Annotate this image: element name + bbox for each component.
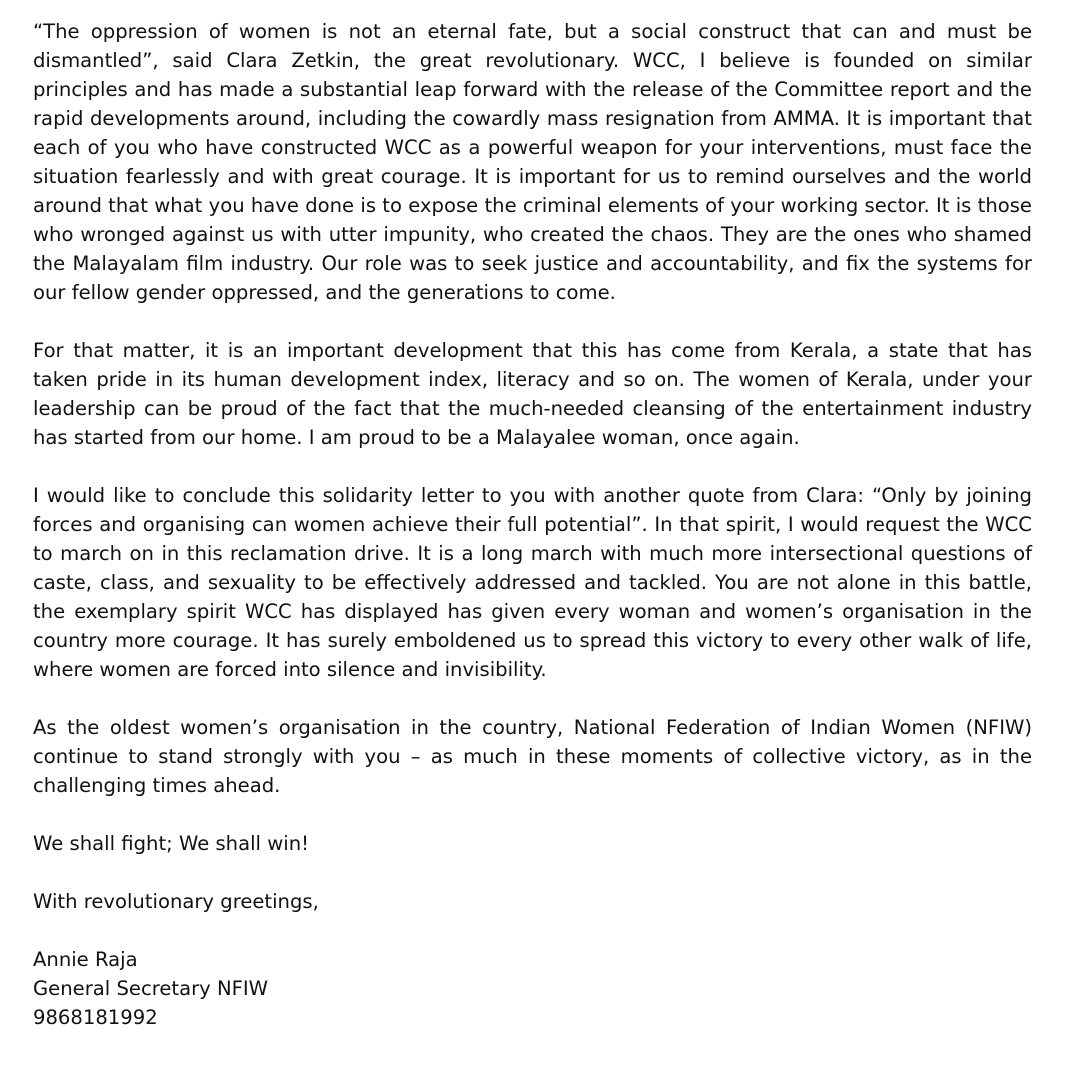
paragraph-gap xyxy=(33,858,1032,887)
paragraph-4: As the oldest women’s organisation in the country, National Federation of Indian Women (NFIW) continue to stand strongly with you – as much in these moments of collective victory, as in the challenging times ahead. xyxy=(33,716,1032,797)
paragraph-gap xyxy=(33,800,1032,829)
letter-body xyxy=(33,17,1032,1032)
paragraph-gap xyxy=(33,452,1032,481)
signatory-title: General Secretary NFIW xyxy=(33,977,269,1000)
paragraph-gap xyxy=(33,684,1032,713)
signatory-phone: 9868181992 xyxy=(33,1006,158,1029)
slogan: We shall fight; We shall win! xyxy=(33,832,309,855)
paragraph-2: For that matter, it is an important development that this has come from Kerala, a state that has taken pride in its human development index, literacy and so on. The women of Kerala, under your leadership can be proud of the fact that the much-needed cleansing of the entertainment industry has started from our home. I am proud to be a Malayalee woman, once again. xyxy=(33,339,1032,449)
paragraph-gap xyxy=(33,307,1032,336)
paragraph-1: “The oppression of women is not an eternal fate, but a social construct that can and must be dismantled”, said Clara Zetkin, the great revolutionary. WCC, I believe is founded on similar principles and has made a substantial leap forward with the release of the Committee report and the rapid developments around, including the cowardly mass resignation from AMMA. It is important that each of you who have constructed WCC as a powerful weapon for your interventions, must face the situation fearlessly and with great courage. It is important for us to remind ourselves and the world around that what you have done is to expose the criminal elements of your working sector. It is those who wronged against us with utter impunity, who created the chaos. They are the ones who shamed the Malayalam film industry. Our role was to seek justice and accountability, and fix the systems for our fellow gender oppressed, and the generations to come. xyxy=(33,20,1032,304)
signatory-name: Annie Raja xyxy=(33,948,138,971)
paragraph-gap xyxy=(33,916,1032,945)
paragraph-3: I would like to conclude this solidarity letter to you with another quote from Clara: “Only by joining forces and organising can women achieve their full potential”. In that spirit, I would request the WCC to march on in this reclamation drive. It is a long march with much more intersectional questions of caste, class, and sexuality to be effectively addressed and tackled. You are not alone in this battle, the exemplary spirit WCC has displayed has given every woman and women’s organisation in the country more courage. It has surely emboldened us to spread this victory to every other walk of life, where women are forced into silence and invisibility. xyxy=(33,484,1032,681)
closing-greeting: With revolutionary greetings, xyxy=(33,890,319,913)
